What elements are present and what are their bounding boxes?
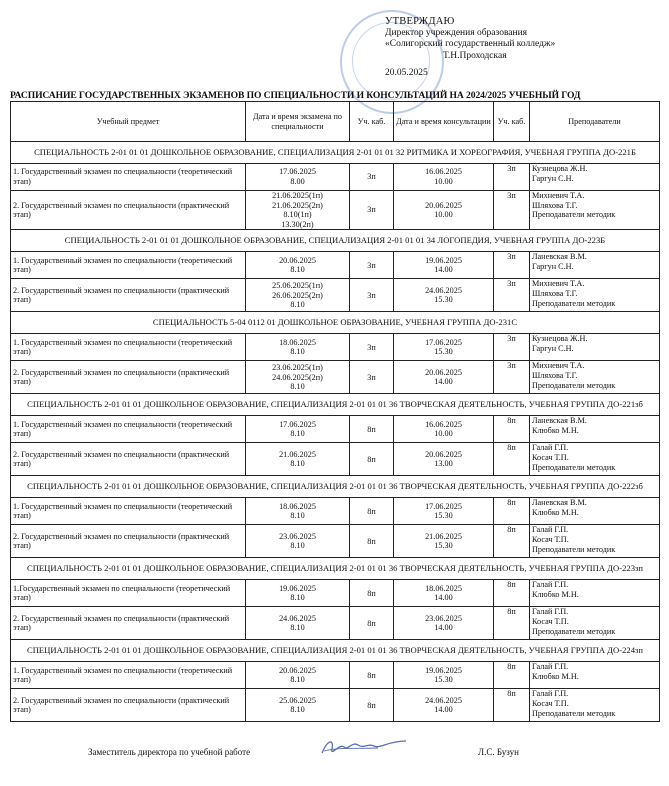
teachers-cell: Галай Г.П. Косач Т.П. Преподаватели методик: [530, 525, 660, 558]
col-header-subject: Учебный предмет: [11, 102, 246, 142]
subject-cell: 2. Государственный экзамен по специальности (практический этап): [11, 525, 246, 558]
approval-line-1: Директор учреждения образования: [385, 27, 528, 38]
table-row: [11, 525, 660, 558]
room-consult-cell: 8п: [494, 498, 530, 525]
col-header-consult-datetime: Дата и время консультации: [394, 102, 494, 142]
exam-datetime-cell: 18.06.2025 8.10: [246, 498, 350, 525]
teachers-cell: Кузнецова Ж.Н. Гаргун С.Н.: [530, 164, 660, 191]
section-heading-row: [11, 230, 660, 252]
subject-cell: 1. Государственный экзамен по специальности (теоретический этап): [11, 498, 246, 525]
consult-datetime-cell: 20.06.2025 10.00: [394, 191, 494, 230]
room-cell: 3п: [350, 361, 394, 394]
section-heading: СПЕЦИАЛЬНОСТЬ 2-01 01 01 ДОШКОЛЬНОЕ ОБРАЗОВАНИЕ, СПЕЦИАЛИЗАЦИЯ 2-01 01 01 36 ТВОРЧЕСКАЯ ДЕЯТЕЛЬНОСТЬ, УЧЕБНАЯ ГРУППА ДО-223зп: [11, 558, 660, 580]
col-header-room-consult: Уч. каб.: [494, 102, 530, 142]
footer-position: Заместитель директора по учебной работе: [88, 747, 251, 757]
approval-line-2: «Солигорский государственный колледж»: [385, 39, 556, 49]
section-heading: СПЕЦИАЛЬНОСТЬ 2-01 01 01 ДОШКОЛЬНОЕ ОБРАЗОВАНИЕ, СПЕЦИАЛИЗАЦИЯ 2-01 01 01 36 ТВОРЧЕСКАЯ ДЕЯТЕЛЬНОСТЬ, УЧЕБНАЯ ГРУППА ДО-222зб: [11, 476, 660, 498]
table-row: [11, 689, 660, 722]
approval-date: 20.05.2025: [385, 68, 428, 78]
teachers-cell: Галай Г.П. Косач Т.П. Преподаватели методик: [530, 443, 660, 476]
table-row: [11, 580, 660, 607]
consult-datetime-cell: 20.06.2025 13.00: [394, 443, 494, 476]
exam-datetime-cell: 17.06.2025 8.00: [246, 164, 350, 191]
exam-datetime-cell: 20.06.2025 8.10: [246, 252, 350, 279]
teachers-cell: Галай Г.П. Косач Т.П. Преподаватели методик: [530, 689, 660, 722]
table-row: [11, 191, 660, 230]
consult-datetime-cell: 20.06.2025 14.00: [394, 361, 494, 394]
subject-cell: 1. Государственный экзамен по специальности (теоретический этап): [11, 416, 246, 443]
exam-datetime-cell: 23.06.2025(1п) 24.06.2025(2п) 8.10: [246, 361, 350, 394]
subject-cell: 2. Государственный экзамен по специальности (практический этап): [11, 689, 246, 722]
table-row: [11, 443, 660, 476]
teachers-cell: Михневич Т.А. Шляхова Т.Г. Преподаватели методик: [530, 191, 660, 230]
consult-datetime-cell: 24.06.2025 15.30: [394, 279, 494, 312]
consult-datetime-cell: 19.06.2025 14.00: [394, 252, 494, 279]
consult-datetime-cell: 21.06.2025 15.30: [394, 525, 494, 558]
consult-datetime-cell: 16.06.2025 10.00: [394, 416, 494, 443]
signature-image: [318, 735, 410, 759]
table-header-row: [11, 102, 660, 142]
exam-datetime-cell: 17.06.2025 8.10: [246, 416, 350, 443]
room-consult-cell: 8п: [494, 443, 530, 476]
exam-datetime-cell: 25.06.2025(1п) 26.06.2025(2п) 8.10: [246, 279, 350, 312]
subject-cell: 1.Государственный экзамен по специальности (теоретический этап): [11, 580, 246, 607]
teachers-cell: Галай Г.П. Клюбко М.Н.: [530, 580, 660, 607]
consult-datetime-cell: 16.06.2025 10.00: [394, 164, 494, 191]
table-row: [11, 607, 660, 640]
section-heading: СПЕЦИАЛЬНОСТЬ 2-01 01 01 ДОШКОЛЬНОЕ ОБРАЗОВАНИЕ, СПЕЦИАЛИЗАЦИЯ 2-01 01 01 34 ЛОГОПЕДИЯ, УЧЕБНАЯ ГРУППА ДО-223Б: [11, 230, 660, 252]
approval-director-name: Т.Н.Проходская: [443, 50, 507, 61]
col-header-room: Уч. каб.: [350, 102, 394, 142]
room-consult-cell: 8п: [494, 689, 530, 722]
exam-datetime-cell: 19.06.2025 8.10: [246, 580, 350, 607]
consult-datetime-cell: 19.06.2025 15.30: [394, 662, 494, 689]
subject-cell: 1. Государственный экзамен по специальности (теоретический этап): [11, 334, 246, 361]
room-consult-cell: 8п: [494, 607, 530, 640]
consult-datetime-cell: 17.06.2025 15.30: [394, 498, 494, 525]
consult-datetime-cell: 23.06.2025 14.00: [394, 607, 494, 640]
subject-cell: 2. Государственный экзамен по специальности (практический этап): [11, 607, 246, 640]
table-row: [11, 334, 660, 361]
room-consult-cell: 3п: [494, 252, 530, 279]
col-header-teachers: Преподаватели: [530, 102, 660, 142]
room-cell: 8п: [350, 525, 394, 558]
section-heading-row: [11, 142, 660, 164]
exam-datetime-cell: 21.06.2025 8.10: [246, 443, 350, 476]
teachers-cell: Кузнецова Ж.Н. Гаргун С.Н.: [530, 334, 660, 361]
exam-datetime-cell: 24.06.2025 8.10: [246, 607, 350, 640]
subject-cell: 1. Государственный экзамен по специальности (теоретический этап): [11, 164, 246, 191]
table-row: [11, 361, 660, 394]
teachers-cell: Ланевская В.М. Клюбко М.Н.: [530, 416, 660, 443]
section-heading-row: [11, 312, 660, 334]
room-cell: 8п: [350, 498, 394, 525]
room-cell: 8п: [350, 607, 394, 640]
room-cell: 8п: [350, 416, 394, 443]
table-row: [11, 662, 660, 689]
section-heading: СПЕЦИАЛЬНОСТЬ 5-04 0112 01 ДОШКОЛЬНОЕ ОБРАЗОВАНИЕ, УЧЕБНАЯ ГРУППА ДО-231С: [11, 312, 660, 334]
subject-cell: 1. Государственный экзамен по специальности (теоретический этап): [11, 252, 246, 279]
exam-datetime-cell: 23.06.2025 8.10: [246, 525, 350, 558]
room-consult-cell: 3п: [494, 334, 530, 361]
teachers-cell: Ланевская В.М. Клюбко М.Н.: [530, 498, 660, 525]
room-cell: 3п: [350, 252, 394, 279]
room-cell: 3п: [350, 191, 394, 230]
section-heading: СПЕЦИАЛЬНОСТЬ 2-01 01 01 ДОШКОЛЬНОЕ ОБРАЗОВАНИЕ, СПЕЦИАЛИЗАЦИЯ 2-01 01 01 32 РИТМИКА И ХОРЕОГРАФИЯ, УЧЕБНАЯ ГРУППА ДО-221Б: [11, 142, 660, 164]
room-consult-cell: 8п: [494, 662, 530, 689]
section-heading-row: [11, 394, 660, 416]
approval-heading: УТВЕРЖДАЮ: [385, 16, 455, 27]
room-consult-cell: 8п: [494, 580, 530, 607]
exam-datetime-cell: 25.06.2025 8.10: [246, 689, 350, 722]
room-cell: 8п: [350, 662, 394, 689]
document-title: РАСПИСАНИЕ ГОСУДАРСТВЕННЫХ ЭКЗАМЕНОВ ПО СПЕЦИАЛЬНОСТИ И КОНСУЛЬТАЦИЙ НА 2024/2025 УЧЕБНЫЙ ГОД: [10, 90, 581, 101]
table-row: [11, 416, 660, 443]
section-heading-row: [11, 476, 660, 498]
table-row: [11, 164, 660, 191]
section-heading-row: [11, 558, 660, 580]
schedule-table: [10, 101, 660, 722]
subject-cell: 1. Государственный экзамен по специальности (теоретический этап): [11, 662, 246, 689]
exam-datetime-cell: 18.06.2025 8.10: [246, 334, 350, 361]
room-consult-cell: 3п: [494, 191, 530, 230]
room-consult-cell: 8п: [494, 525, 530, 558]
consult-datetime-cell: 18.06.2025 14.00: [394, 580, 494, 607]
col-header-exam-datetime: Дата и время экзамена по специальности: [246, 102, 350, 142]
footer-name: Л.С. Бузун: [478, 747, 519, 757]
exam-datetime-cell: 20.06.2025 8.10: [246, 662, 350, 689]
room-consult-cell: 3п: [494, 361, 530, 394]
teachers-cell: Галай Г.П. Клюбко М.Н.: [530, 662, 660, 689]
teachers-cell: Ланевская В.М. Гаргун С.Н.: [530, 252, 660, 279]
table-row: [11, 498, 660, 525]
subject-cell: 2. Государственный экзамен по специальности (практический этап): [11, 191, 246, 230]
room-consult-cell: 3п: [494, 164, 530, 191]
approval-block: [385, 16, 555, 80]
room-cell: 3п: [350, 164, 394, 191]
consult-datetime-cell: 24.06.2025 14.00: [394, 689, 494, 722]
table-row: [11, 279, 660, 312]
consult-datetime-cell: 17.06.2025 15.30: [394, 334, 494, 361]
teachers-cell: Михневич Т.А. Шляхова Т.Г. Преподаватели методик: [530, 361, 660, 394]
section-heading: СПЕЦИАЛЬНОСТЬ 2-01 01 01 ДОШКОЛЬНОЕ ОБРАЗОВАНИЕ, СПЕЦИАЛИЗАЦИЯ 2-01 01 01 36 ТВОРЧЕСКАЯ ДЕЯТЕЛЬНОСТЬ, УЧЕБНАЯ ГРУППА ДО-221зб: [11, 394, 660, 416]
room-consult-cell: 3п: [494, 279, 530, 312]
exam-datetime-cell: 21.06.2025(1п) 21.06.2025(2п) 8.10(1п) 13.30(2п): [246, 191, 350, 230]
room-cell: 8п: [350, 580, 394, 607]
room-cell: 8п: [350, 689, 394, 722]
room-consult-cell: 8п: [494, 416, 530, 443]
section-heading-row: [11, 640, 660, 662]
room-cell: 8п: [350, 443, 394, 476]
teachers-cell: Галай Г.П. Косач Т.П. Преподаватели методик: [530, 607, 660, 640]
subject-cell: 2. Государственный экзамен по специальности (практический этап): [11, 443, 246, 476]
table-row: [11, 252, 660, 279]
subject-cell: 2. Государственный экзамен по специальности (практический этап): [11, 279, 246, 312]
room-cell: 3п: [350, 334, 394, 361]
section-heading: СПЕЦИАЛЬНОСТЬ 2-01 01 01 ДОШКОЛЬНОЕ ОБРАЗОВАНИЕ, СПЕЦИАЛИЗАЦИЯ 2-01 01 01 36 ТВОРЧЕСКАЯ ДЕЯТЕЛЬНОСТЬ, УЧЕБНАЯ ГРУППА ДО-224зп: [11, 640, 660, 662]
teachers-cell: Михневич Т.А. Шляхова Т.Г. Преподаватели методик: [530, 279, 660, 312]
room-cell: 3п: [350, 279, 394, 312]
subject-cell: 2. Государственный экзамен по специальности (практический этап): [11, 361, 246, 394]
